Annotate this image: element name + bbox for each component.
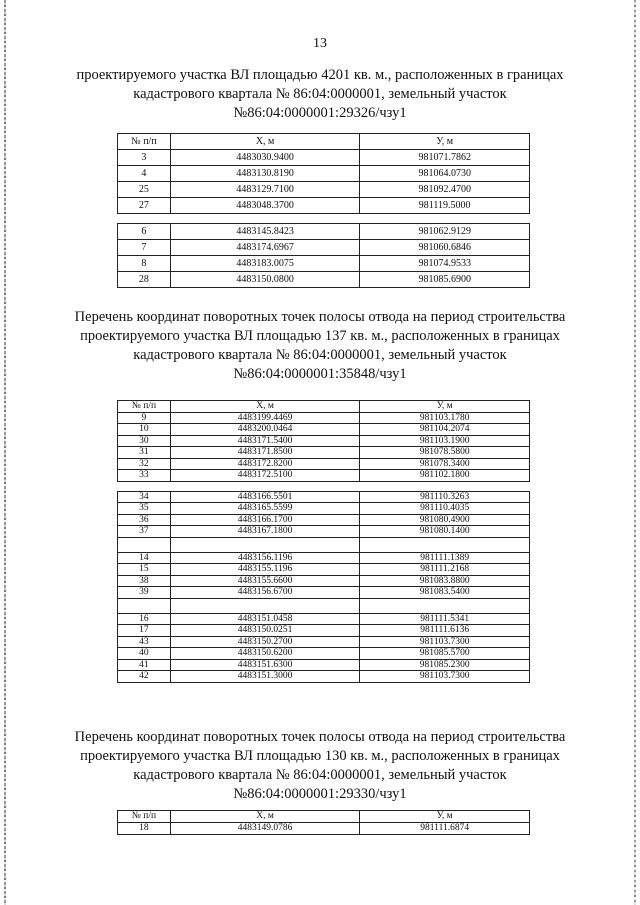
cell-number: 30: [118, 435, 171, 447]
table-row: [118, 491, 530, 503]
heading-line: кадастрового квартала № 86:04:0000001, земельный участок: [133, 347, 507, 363]
table-row: [118, 470, 530, 482]
table-row: [118, 166, 530, 182]
cell-number: 36: [118, 514, 171, 526]
header-number: № п/п: [118, 134, 171, 150]
cell-y: 981111.5341: [360, 613, 530, 625]
cell-x: 4483183.0075: [170, 256, 360, 272]
header-x: Х, м: [170, 401, 360, 413]
coordinates-table-29326: [117, 133, 530, 288]
table-empty-row: [118, 598, 530, 613]
cell-number: 14: [118, 552, 171, 564]
cell-number: 16: [118, 613, 171, 625]
cell-y: 981080.1400: [360, 526, 530, 538]
table-row: [118, 435, 530, 447]
cell-y: 981085.2300: [360, 659, 530, 671]
table-row: [118, 272, 530, 288]
cell-x: 4483171.8500: [170, 447, 360, 459]
cell-x: 4483172.8200: [170, 458, 360, 470]
heading-line: №86:04:0000001:29326/чзу1: [233, 105, 407, 121]
section2-heading: [60, 308, 580, 384]
cell-y: 981085.6900: [360, 272, 530, 288]
cell-x: 4483129.7100: [170, 182, 360, 198]
cell-y: 981119.5000: [360, 198, 530, 214]
table-row: [118, 182, 530, 198]
cell-x: 4483155.6600: [170, 575, 360, 587]
cell-number: 15: [118, 564, 171, 576]
table-row: [118, 240, 530, 256]
cell-y: 981111.2168: [360, 564, 530, 576]
cell-x: 4483200.0464: [170, 424, 360, 436]
cell-x: 4483166.1700: [170, 514, 360, 526]
cell-number: 37: [118, 526, 171, 538]
table-gap: [118, 481, 530, 491]
header-y: У, м: [360, 134, 530, 150]
cell-y: 981064.0730: [360, 166, 530, 182]
heading-line: проектируемого участка ВЛ площадью 4201 кв. м., расположенных в границах: [76, 67, 564, 83]
cell-x: 4483199.4469: [170, 412, 360, 424]
cell-y: 981103.1780: [360, 412, 530, 424]
cell-x: 4483130.8190: [170, 166, 360, 182]
cell-x: 4483150.0251: [170, 625, 360, 637]
cell-number: 9: [118, 412, 171, 424]
heading-line: №86:04:0000001:35848/чзу1: [233, 366, 407, 382]
cell-y: 981104.2074: [360, 424, 530, 436]
table-row: [118, 625, 530, 637]
cell-y: 981111.6874: [360, 823, 530, 835]
cell-y: 981071.7862: [360, 150, 530, 166]
cell-x: 4483145.8423: [170, 224, 360, 240]
cell-y: 981085.5700: [360, 648, 530, 660]
header-number: № п/п: [118, 401, 171, 413]
cell-number: 17: [118, 625, 171, 637]
cell-number: 33: [118, 470, 171, 482]
table-row: [118, 648, 530, 660]
table-row: [118, 447, 530, 459]
cell-y: 981078.5800: [360, 447, 530, 459]
table-row: [118, 564, 530, 576]
cell-y: 981062.9129: [360, 224, 530, 240]
cell-y: 981103.7300: [360, 671, 530, 683]
section1-heading: [60, 66, 580, 123]
section3-heading: [60, 728, 580, 804]
cell-x: 4483156.1196: [170, 552, 360, 564]
cell-number: 7: [118, 240, 171, 256]
cell-number: 39: [118, 587, 171, 599]
header-x: Х, м: [170, 134, 360, 150]
cell-number: 31: [118, 447, 171, 459]
table-row: [118, 613, 530, 625]
heading-line: проектируемого участка ВЛ площадью 137 кв. м., расположенных в границах: [80, 328, 560, 344]
cell-number: 35: [118, 503, 171, 515]
cell-y: 981102.1800: [360, 470, 530, 482]
table-row: [118, 823, 530, 835]
scan-edge-left: [4, 0, 6, 905]
cell-y: 981083.8800: [360, 575, 530, 587]
cell-y: 981060.6846: [360, 240, 530, 256]
heading-line: №86:04:0000001:29330/чзу1: [233, 786, 407, 802]
cell-x: 4483167.1800: [170, 526, 360, 538]
cell-x: 4483155.1196: [170, 564, 360, 576]
cell-number: 42: [118, 671, 171, 683]
cell-number: 25: [118, 182, 171, 198]
heading-line: Перечень координат поворотных точек полосы отвода на период строительства: [74, 309, 566, 325]
table-row: [118, 503, 530, 515]
cell-y: 981074.9533: [360, 256, 530, 272]
cell-x: 4483150.0800: [170, 272, 360, 288]
cell-y: 981110.4035: [360, 503, 530, 515]
cell-number: 4: [118, 166, 171, 182]
table-row: [118, 526, 530, 538]
header-x: Х, м: [170, 811, 360, 823]
table-row: [118, 514, 530, 526]
cell-y: 981110.3263: [360, 491, 530, 503]
table-row: [118, 671, 530, 683]
table-header-row: [118, 134, 530, 150]
table-row: [118, 458, 530, 470]
table-row: [118, 575, 530, 587]
table-row: [118, 150, 530, 166]
cell-y: 981111.1389: [360, 552, 530, 564]
table-row: [118, 636, 530, 648]
cell-x: 4483156.6700: [170, 587, 360, 599]
coordinates-table-35848: [117, 400, 530, 683]
cell-y: 981080.4900: [360, 514, 530, 526]
cell-y: 981092.4700: [360, 182, 530, 198]
table-row: [118, 587, 530, 599]
cell-x: 4483151.6300: [170, 659, 360, 671]
cell-x: 4483150.6200: [170, 648, 360, 660]
table-row: [118, 224, 530, 240]
heading-line: кадастрового квартала № 86:04:0000001, земельный участок: [133, 767, 507, 783]
header-number: № п/п: [118, 811, 171, 823]
table-row: [118, 552, 530, 564]
cell-number: 6: [118, 224, 171, 240]
heading-line: проектируемого участка ВЛ площадью 130 кв. м., расположенных в границах: [80, 748, 560, 764]
table-row: [118, 412, 530, 424]
heading-line: кадастрового квартала № 86:04:0000001, земельный участок: [133, 86, 507, 102]
cell-number: 34: [118, 491, 171, 503]
table-row: [118, 659, 530, 671]
cell-number: 10: [118, 424, 171, 436]
cell-number: 43: [118, 636, 171, 648]
cell-number: 38: [118, 575, 171, 587]
table-row: [118, 424, 530, 436]
cell-x: 4483151.0458: [170, 613, 360, 625]
cell-x: 4483166.5501: [170, 491, 360, 503]
cell-x: 4483149.0786: [170, 823, 360, 835]
heading-line: Перечень координат поворотных точек полосы отвода на период строительства: [74, 729, 566, 745]
cell-x: 4483151.3000: [170, 671, 360, 683]
cell-x: 4483174.6967: [170, 240, 360, 256]
scan-edge-right: [634, 0, 636, 905]
table-empty-row: [118, 537, 530, 552]
coordinates-table-29330: [117, 810, 530, 835]
header-y: У, м: [360, 811, 530, 823]
cell-x: 4483165.5599: [170, 503, 360, 515]
table-row: [118, 256, 530, 272]
cell-x: 4483150.2700: [170, 636, 360, 648]
cell-y: 981078.3400: [360, 458, 530, 470]
cell-number: 41: [118, 659, 171, 671]
cell-y: 981083.5400: [360, 587, 530, 599]
cell-x: 4483048.3700: [170, 198, 360, 214]
cell-x: 4483030.9400: [170, 150, 360, 166]
cell-y: 981103.7300: [360, 636, 530, 648]
cell-x: 4483171.5400: [170, 435, 360, 447]
cell-number: 3: [118, 150, 171, 166]
cell-number: 18: [118, 823, 171, 835]
cell-number: 40: [118, 648, 171, 660]
cell-y: 981103.1900: [360, 435, 530, 447]
table-header-row: [118, 811, 530, 823]
cell-number: 28: [118, 272, 171, 288]
cell-number: 32: [118, 458, 171, 470]
cell-x: 4483172.5100: [170, 470, 360, 482]
cell-number: 27: [118, 198, 171, 214]
page-number: 13: [313, 36, 327, 51]
table-header-row: [118, 401, 530, 413]
table-row: [118, 198, 530, 214]
header-y: У, м: [360, 401, 530, 413]
table-gap: [118, 214, 530, 224]
cell-y: 981111.6136: [360, 625, 530, 637]
cell-number: 8: [118, 256, 171, 272]
